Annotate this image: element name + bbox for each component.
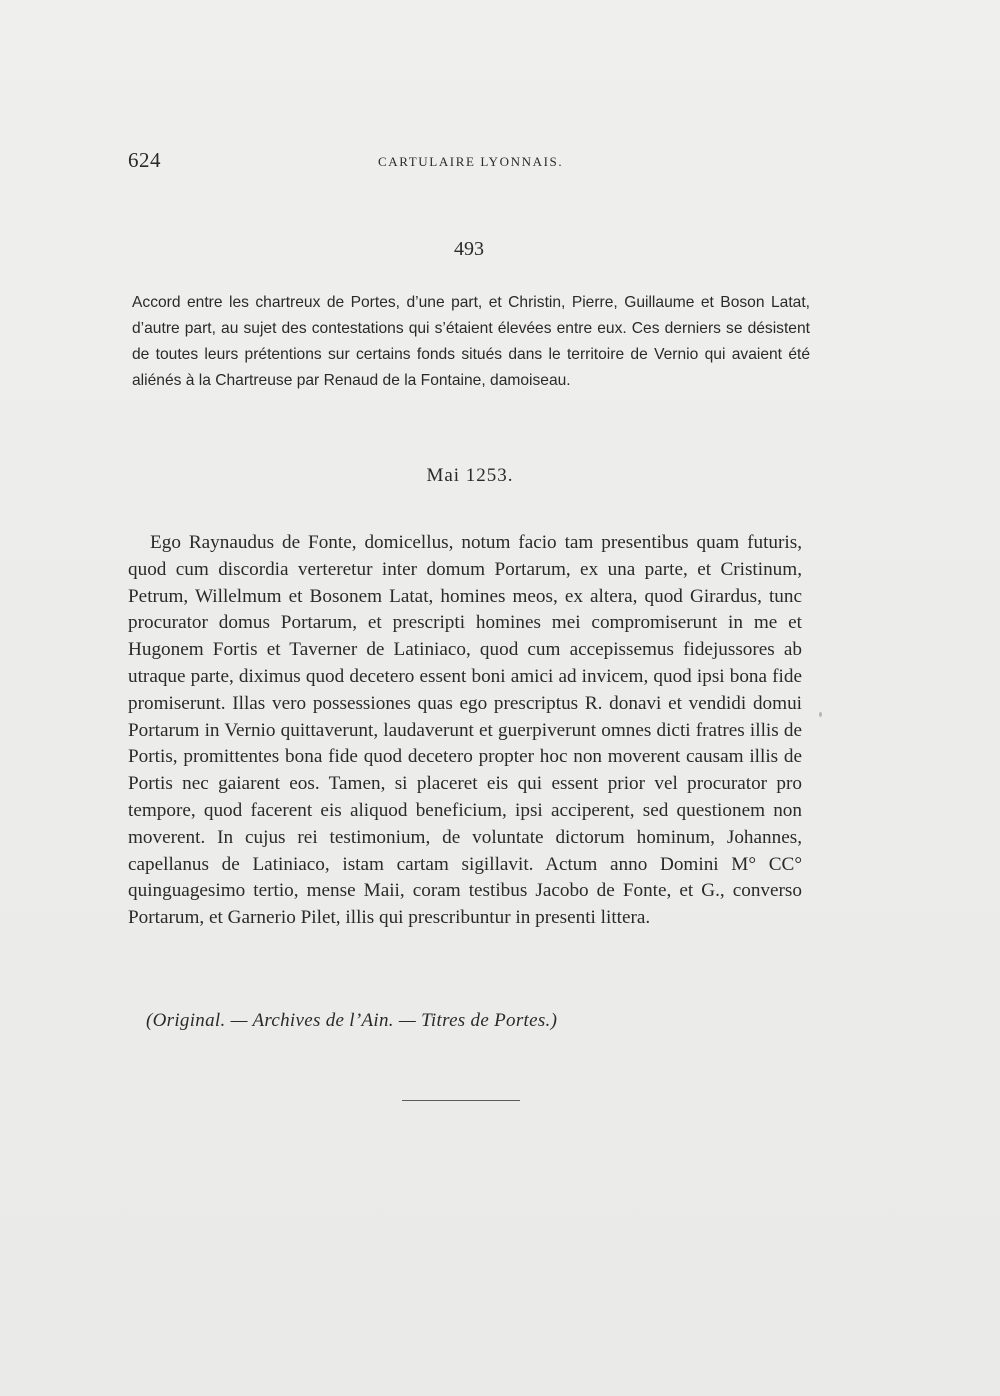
end-rule-divider bbox=[402, 1100, 520, 1101]
page-number: 624 bbox=[128, 148, 161, 172]
document-number: 493 bbox=[454, 238, 484, 260]
source-citation: (Original. — Archives de l’Ain. — Titres de Portes.) bbox=[146, 1010, 558, 1031]
summary-text: Accord entre les chartreux de Portes, d’une part, et Christin, Pierre, Guillaume et Boson Latat, d’autre part, au sujet des contestations qui s’étaient élevées entre eux. Ces derniers se désistent de toutes leurs prétentions sur certains fonds situés dans le territoire de Vernio qui avaient été aliénés à la Chartreuse par Renaud de la Fontaine, damoiseau. bbox=[132, 294, 810, 389]
document-summary bbox=[132, 290, 810, 394]
paper-speck bbox=[819, 712, 822, 717]
charter-paragraph: Ego Raynaudus de Fonte, domicellus, notum facio tam presentibus quam futuris, quod cum discordia verteretur inter domum Portarum, ex una parte, et Cristinum, Petrum, Willelmum et Bosonem Latat, homines meos, ex altera, quod Girardus, tunc procurator domus Portarum, et prescripti homines mei compromiserunt in me et Hugonem Fortis et Taverner de Latiniaco, quod cum accepissemus fidejussores ab utraque parte, diximus quod decetero essent boni amici ad invicem, quod ipsi bona fide promiserunt. Illas vero possessiones quas ego prescriptus R. donavi et vendidi domui Portarum in Vernio quittaverunt, laudaverunt et guerpiverunt omnes dicti fratres illis de Portis, promittentes bona fide quod decetero propter hoc non moverent causam illis de Portis nec gaiarent eos. Tamen, si placeret eis qui essent prior vel procurator pro tempore, quod facerent eis aliquod beneficium, ipsi acciperent, sed questionem non moverent. In cujus rei testimonium, de voluntate dictorum hominum, Johannes, capellanus de Latiniaco, istam cartam sigillavit. Actum anno Domini M° CC° quinguagesimo tertio, mense Maii, coram testibus Jacobo de Fonte, et G., converso Portarum, et Garnerio Pilet, illis qui prescribuntur in presenti littera. bbox=[128, 532, 802, 929]
running-title: CARTULAIRE LYONNAIS. bbox=[378, 154, 564, 169]
charter-text bbox=[128, 530, 802, 932]
running-header bbox=[128, 148, 808, 178]
document-date: Mai 1253. bbox=[426, 465, 514, 486]
